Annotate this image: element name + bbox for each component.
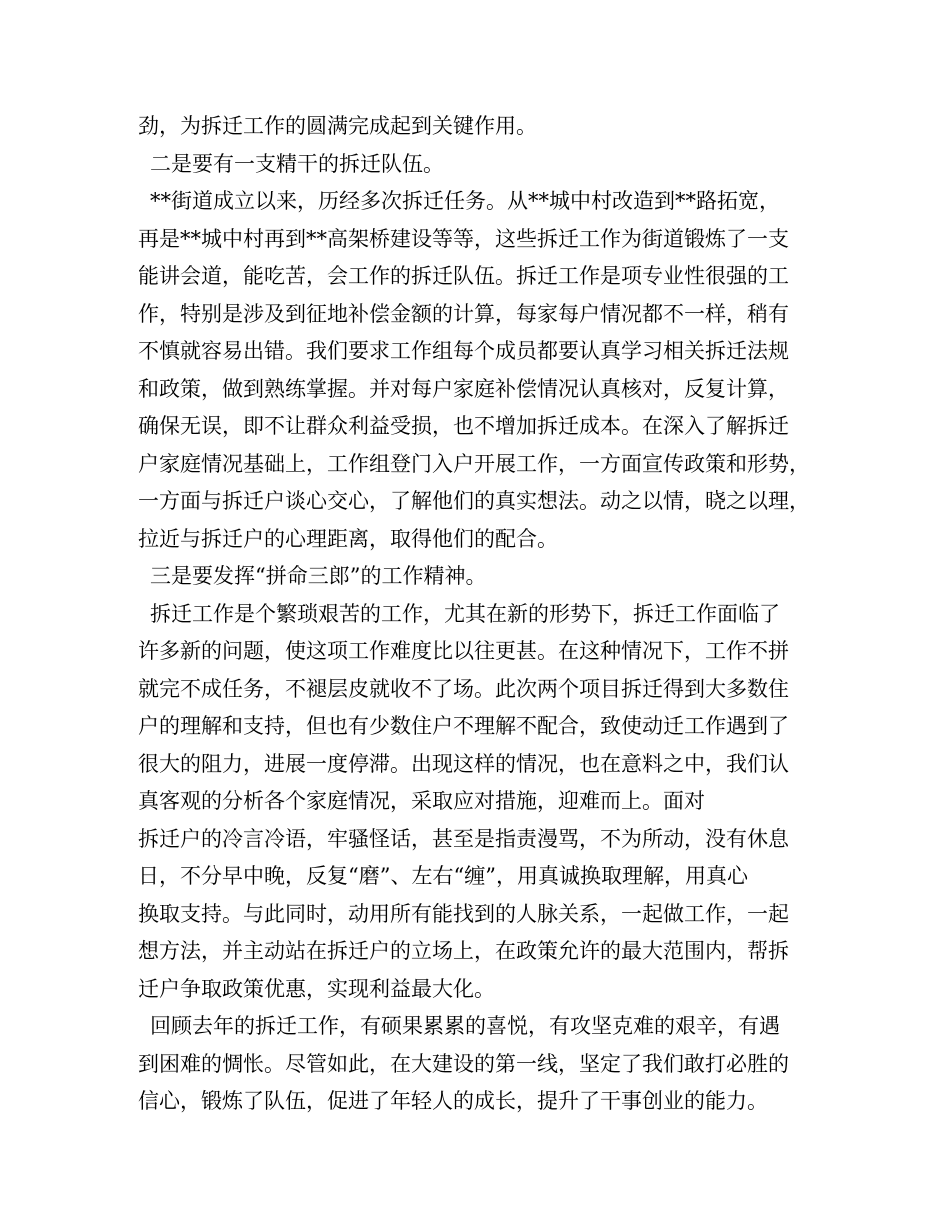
text-line: 劲，为拆迁工作的圆满完成起到关键作用。	[138, 114, 537, 138]
text-line: 确保无误，即不让群众利益受损，也不增加拆迁成本。在深入了解拆迁	[138, 414, 789, 438]
text-line: 拆迁户的冷言冷语，牢骚怪话，甚至是指责漫骂，不为所动，没有休息	[138, 826, 789, 851]
text-line: 不慎就容易出错。我们要求工作组每个成员都要认真学习相关拆迁法规	[138, 339, 789, 363]
text-line: 日，不分早中晚，反复“磨”、左右“缠”，用真诚换取理解，用真心	[138, 864, 748, 888]
text-line: 一方面与拆迁户谈心交心，了解他们的真实想法。动之以情，晓之以理，	[138, 489, 810, 513]
text-line: 很大的阻力，进展一度停滞。出现这样的情况，也在意料之中，我们认	[138, 751, 789, 776]
text-line: **街道成立以来，历经多次拆迁任务。从**城中村改造到**路拓宽，	[150, 189, 780, 213]
section-heading: 三是要发挥“拼命三郎”的工作精神。	[150, 564, 487, 588]
text-line: 信心，锻炼了队伍，促进了年轻人的成长，提升了干事创业的能力。	[138, 1089, 768, 1113]
text-line: 就完不成任务，不褪层皮就收不了场。此次两个项目拆迁得到大多数住	[138, 676, 789, 701]
document-body	[138, 108, 828, 1121]
text-line: 许多新的问题，使这项工作难度比以往更甚。在这种情况下，工作不拼	[138, 639, 789, 663]
text-line: 换取支持。与此同时，动用所有能找到的人脉关系，一起做工作，一起	[138, 901, 789, 926]
section-heading: 二是要有一支精干的拆迁队伍。	[150, 151, 444, 176]
text-line: 迁户争取政策优惠，实现利益最大化。	[138, 976, 495, 1001]
text-line: 拉近与拆迁户的心理距离，取得他们的配合。	[138, 526, 558, 551]
text-line: 作，特别是涉及到征地补偿金额的计算，每家每户情况都不一样，稍有	[138, 301, 789, 326]
text-line: 再是**城中村再到**高架桥建设等等，这些拆迁工作为街道锻炼了一支	[138, 226, 789, 251]
text-line: 能讲会道，能吃苦，会工作的拆迁队伍。拆迁工作是项专业性很强的工	[138, 264, 789, 288]
text-line: 拆迁工作是个繁琐艰苦的工作，尤其在新的形势下，拆迁工作面临了	[150, 601, 780, 626]
text-line: 户的理解和支持，但也有少数住户不理解不配合，致使动迁工作遇到了	[138, 714, 789, 738]
text-line: 回顾去年的拆迁工作，有硕果累累的喜悦，有攻坚克难的艰辛，有遇	[150, 1014, 780, 1038]
text-line: 和政策，做到熟练掌握。并对每户家庭补偿情况认真核对，反复计算，	[138, 376, 789, 401]
text-line: 到困难的惆怅。尽管如此，在大建设的第一线，坚定了我们敢打必胜的	[138, 1051, 789, 1076]
text-line: 真客观的分析各个家庭情况，采取应对措施，迎难而上。面对	[138, 789, 705, 813]
text-line: 户家庭情况基础上，工作组登门入户开展工作，一方面宣传政策和形势，	[138, 451, 810, 476]
text-line: 想方法，并主动站在拆迁户的立场上，在政策允许的最大范围内，帮拆	[138, 939, 789, 963]
